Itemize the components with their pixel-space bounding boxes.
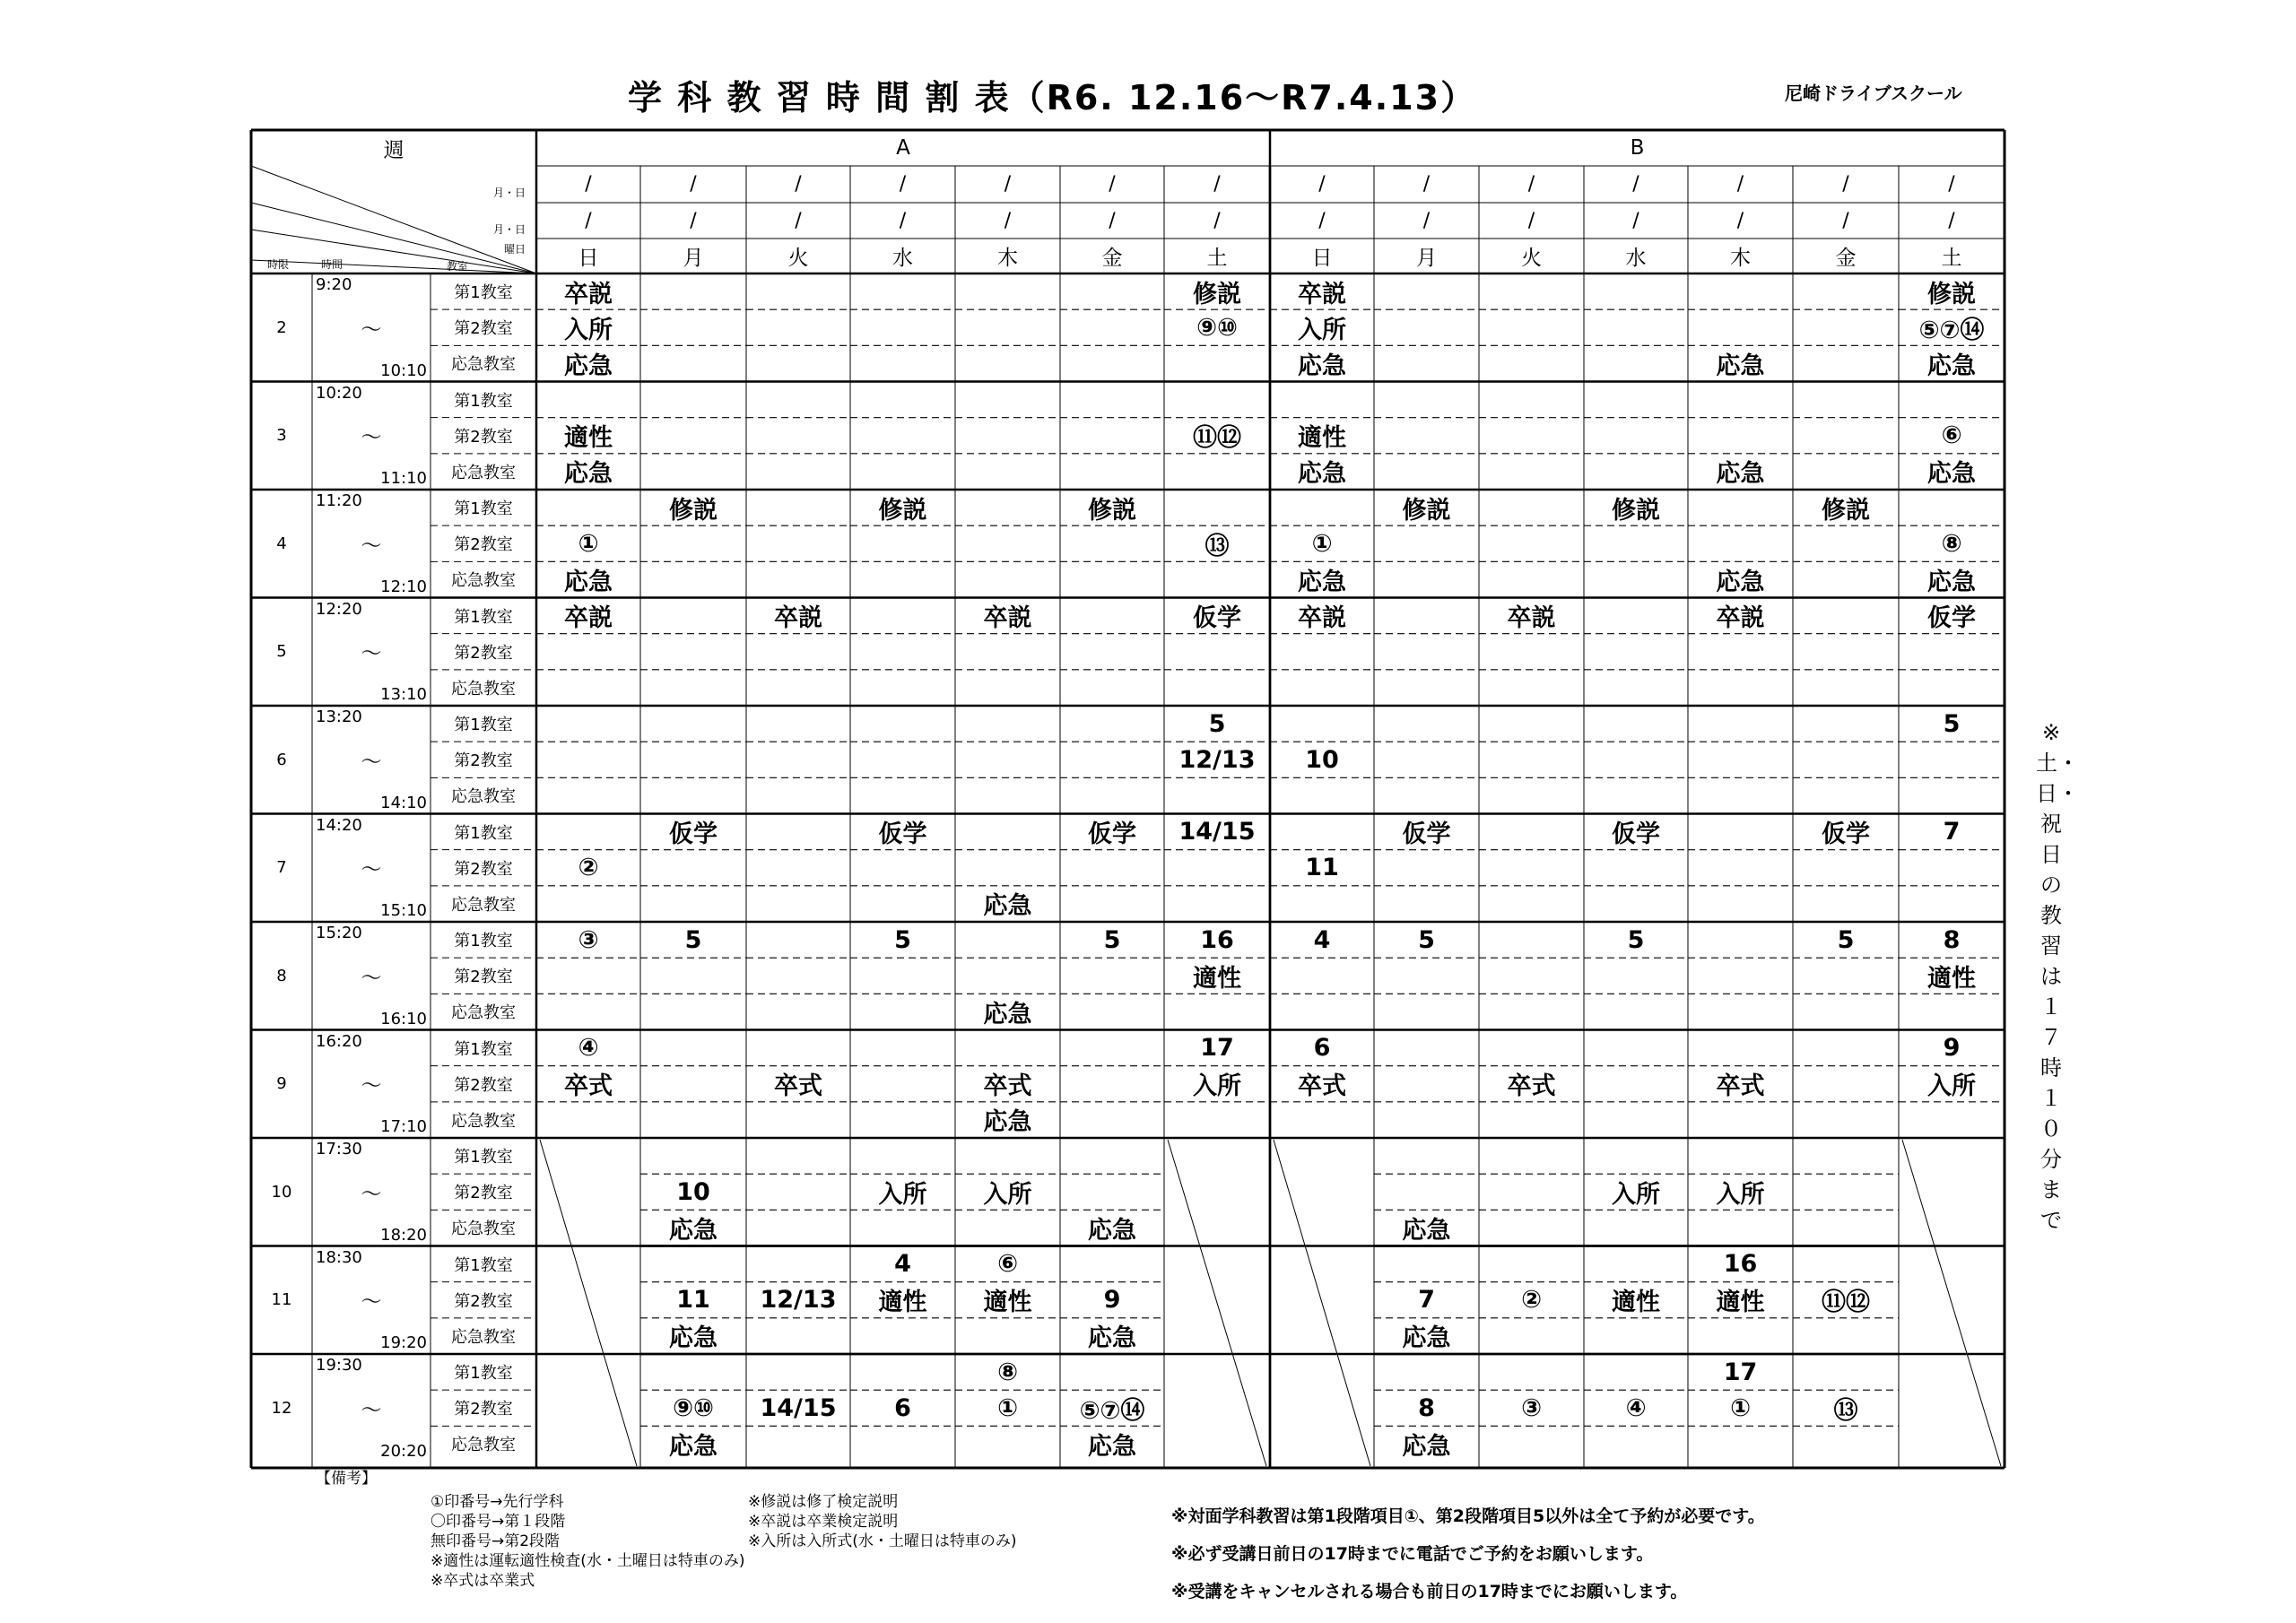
notes-label: 【備考】	[316, 1470, 377, 1488]
schedule-entry: 12/13	[1178, 745, 1256, 774]
weekday-cell: 日	[578, 247, 599, 270]
date-slash: /	[1948, 172, 1955, 195]
period-end-time: 11:10	[380, 469, 427, 488]
date-slash: /	[1736, 172, 1744, 195]
period-end-time: 18:20	[380, 1225, 427, 1245]
schedule-entry: 9	[1103, 1286, 1121, 1315]
schedule-entry: 14/15	[760, 1393, 837, 1422]
schedule-entry: 仮学	[1612, 820, 1660, 849]
schedule-entry: 卒説	[564, 280, 613, 308]
schedule-entry: ⑧	[1941, 529, 1962, 558]
period-tilde: ～	[361, 1398, 382, 1422]
schedule-entry: 入所	[1612, 1180, 1660, 1209]
period-end-time: 15:10	[380, 901, 427, 920]
room-name: 第1教室	[454, 499, 513, 519]
footer-note-2: ※必ず受講日前日の17時までに電話でご予約をお願いします。	[1171, 1544, 1654, 1564]
weekday-cell: 金	[1835, 247, 1857, 270]
note-line: ※修説は修了検定説明	[748, 1493, 899, 1511]
room-name: 第2教室	[454, 859, 513, 879]
period-end-time: 17:10	[380, 1117, 427, 1136]
period-number: 3	[276, 426, 287, 446]
schedule-entry: 修説	[1193, 280, 1241, 308]
date-slash: /	[1318, 172, 1326, 195]
week-header: 週	[383, 138, 404, 162]
date-slash: /	[1422, 172, 1431, 195]
closed-slot-diagonal	[1902, 1140, 2001, 1466]
date-slash: /	[1109, 209, 1116, 232]
schedule-entry: 応急	[1298, 460, 1346, 489]
period-number: 4	[276, 534, 287, 553]
footer-note-1: ※対面学科教習は第1段階項目①、第2段階項目5以外は全て予約が必要です。	[1171, 1506, 1765, 1526]
schedule-entry: 5	[894, 925, 911, 954]
period-number: 7	[276, 858, 287, 878]
schedule-entry: 修説	[1822, 496, 1870, 525]
date-slash: /	[1213, 172, 1221, 195]
weekday-cell: 木	[1730, 247, 1751, 270]
schedule-entry: 卒式	[983, 1072, 1032, 1101]
room-name: 第1教室	[454, 716, 513, 735]
schedule-entry: 卒説	[1298, 280, 1346, 308]
schedule-entry: 卒式	[1298, 1072, 1346, 1101]
period-end-time: 14:10	[380, 793, 427, 812]
weekday-cell: 日	[1311, 247, 1333, 270]
room-name: 応急教室	[451, 1219, 516, 1239]
schedule-entry: ⑨⑩	[673, 1393, 714, 1422]
schedule-entry: 応急	[564, 568, 613, 596]
schedule-entry: 応急	[669, 1432, 718, 1461]
schedule-entry: ①	[1730, 1393, 1751, 1422]
schedule-entry: ①	[997, 1393, 1018, 1422]
schedule-entry: ③	[1521, 1393, 1542, 1422]
room-name: 第1教室	[454, 823, 513, 843]
weekday-cell: 水	[892, 247, 913, 270]
period-tilde: ～	[361, 317, 382, 342]
schedule-entry: 5	[684, 925, 702, 954]
period-tilde: ～	[361, 858, 382, 882]
date-slash: /	[1842, 209, 1849, 232]
schedule-entry: 卒式	[1507, 1072, 1556, 1101]
date-slash: /	[795, 209, 802, 232]
schedule-entry: ⑪⑫	[1822, 1289, 1870, 1317]
note-line: ①印番号→先行学科	[430, 1493, 564, 1511]
schedule-entry: 5	[1418, 925, 1435, 954]
schedule-entry: 6	[1313, 1034, 1331, 1063]
date-slash: /	[899, 172, 907, 195]
date-slash: /	[795, 172, 802, 195]
schedule-entry: ①	[578, 529, 599, 558]
schedule-entry: 修説	[1402, 496, 1451, 525]
room-name: 応急教室	[451, 1327, 516, 1347]
schedule-entry: 適性	[1193, 964, 1241, 993]
schedule-entry: 適性	[1612, 1289, 1660, 1317]
period-start-time: 16:20	[316, 1031, 362, 1051]
room-name: 第2教室	[454, 1184, 513, 1203]
group-a-header: A	[896, 136, 910, 160]
schedule-entry: 17	[1723, 1358, 1758, 1386]
date-slash: /	[1527, 209, 1535, 232]
room-name: 第1教室	[454, 391, 513, 411]
schedule-entry: 応急	[1402, 1432, 1451, 1461]
room-name: 応急教室	[451, 463, 516, 482]
date-slash: /	[585, 209, 592, 232]
note-line: ※卒式は卒業式	[430, 1572, 535, 1590]
period-tilde: ～	[361, 1290, 382, 1315]
schedule-entry: 応急	[1088, 1324, 1136, 1353]
room-name: 第1教室	[454, 283, 513, 303]
time-label: 時間	[320, 257, 343, 271]
schedule-entry: 応急	[1298, 568, 1346, 596]
period-start-time: 18:30	[316, 1247, 362, 1267]
weekday-cell: 月	[683, 247, 704, 270]
schedule-entry: ①	[1311, 529, 1333, 558]
room-name: 第1教室	[454, 607, 513, 627]
room-name: 応急教室	[451, 1111, 516, 1131]
room-name: 第2教室	[454, 1400, 513, 1419]
period-number: 6	[276, 750, 287, 769]
room-name: 応急教室	[451, 1003, 516, 1023]
period-number: 10	[271, 1182, 292, 1202]
weekday-cell: 土	[1206, 247, 1228, 270]
schedule-entry: 卒式	[564, 1072, 613, 1101]
period-start-time: 10:20	[316, 383, 362, 403]
schedule-entry: 応急	[1927, 460, 1976, 489]
date-slash: /	[1632, 172, 1639, 195]
schedule-entry: 8	[1418, 1393, 1435, 1422]
schedule-entry: 適性	[1298, 424, 1346, 453]
date-slash: /	[1948, 209, 1955, 232]
schedule-entry: 応急	[669, 1324, 718, 1353]
schedule-entry: 応急	[564, 352, 613, 380]
room-name: 応急教室	[451, 787, 516, 807]
schedule-entry: ②	[578, 854, 599, 882]
schedule-entry: 6	[894, 1393, 911, 1422]
schedule-entry: ⑪⑫	[1193, 424, 1241, 453]
schedule-entry: 入所	[1193, 1072, 1241, 1101]
period-number: 9	[276, 1074, 287, 1094]
note-line: 無印番号→第2段階	[430, 1532, 561, 1550]
notes-col-1	[430, 1492, 745, 1591]
schedule-entry: 仮学	[878, 820, 927, 849]
schedule-entry: ②	[1521, 1286, 1542, 1315]
room-name: 第2教室	[454, 319, 513, 339]
room-name: 第1教室	[454, 1039, 513, 1059]
schedule-entry: 卒式	[1716, 1072, 1765, 1101]
schedule-entry: 17	[1200, 1034, 1234, 1063]
period-start-time: 11:20	[316, 491, 362, 510]
period-end-time: 16:10	[380, 1009, 427, 1028]
room-name: 応急教室	[451, 1436, 516, 1455]
date-slash: /	[1736, 209, 1744, 232]
period-number: 11	[271, 1290, 292, 1310]
schedule-entry: 10	[676, 1177, 710, 1206]
room-name: 応急教室	[451, 895, 516, 915]
weekday-cell: 火	[787, 247, 809, 270]
page-title: 学 科 教 習 時 間 割 表（R6. 12.16～R7.4.13）	[628, 78, 1477, 117]
period-tilde: ～	[361, 966, 382, 990]
room-name: 第1教室	[454, 932, 513, 951]
weekday-cell: 金	[1101, 247, 1123, 270]
schedule-entry: ⑤⑦⑭	[1918, 316, 1985, 344]
schedule-entry: 卒説	[1507, 604, 1556, 633]
notes-col-2	[748, 1492, 1017, 1551]
schedule-entry: 応急	[1716, 568, 1765, 596]
period-start-time: 12:20	[316, 599, 362, 619]
date-slash: /	[690, 209, 697, 232]
weekday-cell: 木	[997, 247, 1018, 270]
schedule-entry: 修説	[1927, 280, 1976, 308]
date-slash: /	[1004, 209, 1012, 232]
date-slash: /	[1527, 172, 1535, 195]
room-name: 第2教室	[454, 427, 513, 447]
schedule-entry: 応急	[564, 460, 613, 489]
period-start-time: 9:20	[316, 275, 352, 294]
date-slash: /	[585, 172, 592, 195]
schedule-entry: 応急	[983, 1108, 1032, 1137]
period-tilde: ～	[361, 642, 382, 666]
closed-slot-diagonal	[540, 1140, 637, 1466]
weekday-cell: 火	[1521, 247, 1542, 270]
school-name: 尼崎ドライブスクール	[1785, 82, 1962, 104]
date-slash: /	[690, 172, 697, 195]
schedule-entry: 適性	[878, 1289, 927, 1317]
schedule-entry: 修説	[1612, 496, 1660, 525]
room-name: 第2教室	[454, 751, 513, 771]
schedule-entry: 応急	[1716, 352, 1765, 380]
footer-note-3: ※受講をキャンセルされる場合も前日の17時までにお願いします。	[1171, 1582, 1688, 1601]
weekday-cell: 土	[1941, 247, 1962, 270]
date-slash: /	[1318, 209, 1326, 232]
schedule-entry: 卒式	[774, 1072, 822, 1101]
schedule-entry: ⑧	[997, 1358, 1018, 1386]
schedule-entry: 仮学	[1402, 820, 1451, 849]
schedule-entry: 5	[1103, 925, 1121, 954]
schedule-entry: 応急	[983, 892, 1032, 921]
weekday-label: 曜日	[503, 243, 526, 256]
schedule-entry: 仮学	[1193, 604, 1241, 633]
period-start-time: 13:20	[316, 707, 362, 726]
room-name: 第2教室	[454, 1291, 513, 1311]
schedule-entry: 適性	[564, 424, 613, 453]
schedule-entry: 応急	[1402, 1324, 1451, 1353]
period-start-time: 14:20	[316, 815, 362, 835]
schedule-entry: 応急	[1088, 1216, 1136, 1245]
schedule-entry: 修説	[1088, 496, 1136, 525]
date-slash: /	[899, 209, 907, 232]
room-name: 応急教室	[451, 571, 516, 591]
period-label: 時限	[266, 257, 289, 271]
period-start-time: 17:30	[316, 1140, 362, 1159]
room-name: 第2教室	[454, 535, 513, 555]
schedule-entry: 卒説	[1298, 604, 1346, 633]
schedule-entry: 仮学	[669, 820, 718, 849]
note-line: ※入所は入所式(水・土曜日は特車のみ)	[748, 1532, 1017, 1550]
schedule-entry: 9	[1943, 1034, 1961, 1063]
schedule-entry: 11	[1305, 854, 1339, 882]
schedule-entry: 適性	[1927, 964, 1976, 993]
schedule-entry: 適性	[1716, 1289, 1765, 1317]
period-tilde: ～	[361, 1074, 382, 1098]
date-slash: /	[1842, 172, 1849, 195]
closed-slot-diagonal	[1274, 1140, 1370, 1466]
room-name: 第1教室	[454, 1148, 513, 1167]
note-line: ※適性は運転適性検査(水・土曜日は特車のみ)	[430, 1552, 745, 1570]
side-note: ※土・日・祝日の教習は１７時１０分まで	[2036, 720, 2079, 1233]
schedule-entry: 修説	[669, 496, 718, 525]
date-slash: /	[1109, 172, 1116, 195]
schedule-entry: 16	[1723, 1250, 1758, 1279]
schedule-entry: 7	[1418, 1286, 1435, 1315]
schedule-entry: 卒説	[564, 604, 613, 633]
schedule-entry: 応急	[1927, 568, 1976, 596]
period-tilde: ～	[361, 534, 382, 558]
schedule-entry: 16	[1200, 925, 1234, 954]
schedule-entry: 応急	[983, 1000, 1032, 1028]
monthday-label: 月・日	[492, 223, 526, 236]
group-b-header: B	[1630, 136, 1645, 160]
room-name: 第2教室	[454, 968, 513, 987]
schedule-entry: ⑬	[1833, 1396, 1858, 1425]
period-end-time: 10:10	[380, 360, 427, 380]
period-number: 2	[276, 317, 287, 337]
date-slash: /	[1422, 209, 1431, 232]
room-name: 第2教室	[454, 643, 513, 663]
schedule-entry: 応急	[669, 1216, 718, 1245]
schedule-entry: 14/15	[1178, 818, 1256, 846]
schedule-entry: 入所	[564, 316, 613, 344]
period-start-time: 19:30	[316, 1356, 362, 1375]
schedule-entry: 仮学	[1088, 820, 1136, 849]
room-name: 第1教室	[454, 1364, 513, 1384]
schedule-entry: 12/13	[760, 1286, 837, 1315]
schedule-entry: 入所	[983, 1180, 1032, 1209]
schedule-entry: 入所	[1298, 316, 1346, 344]
note-line: 〇印番号→第１段階	[430, 1513, 566, 1531]
closed-slot-diagonal	[1168, 1140, 1266, 1466]
schedule-entry: 卒説	[983, 604, 1032, 633]
schedule-entry: 10	[1305, 745, 1339, 774]
schedule-entry: 5	[1837, 925, 1855, 954]
date-slash: /	[1632, 209, 1639, 232]
schedule-entry: 入所	[1927, 1072, 1976, 1101]
period-tilde: ～	[361, 426, 382, 450]
schedule-entry: 応急	[1716, 460, 1765, 489]
schedule-entry: 7	[1943, 818, 1961, 846]
schedule-entry: ④	[1625, 1393, 1647, 1422]
schedule-entry: ⑤⑦⑭	[1079, 1396, 1145, 1425]
period-tilde: ～	[361, 1182, 382, 1206]
period-tilde: ～	[361, 750, 382, 774]
schedule-entry: 4	[894, 1250, 911, 1279]
note-line: ※卒説は卒業検定説明	[748, 1513, 899, 1531]
weekday-cell: 月	[1416, 247, 1437, 270]
room-label: 教室	[446, 259, 468, 273]
room-name: 第1教室	[454, 1255, 513, 1275]
room-name: 第2教室	[454, 1075, 513, 1095]
period-end-time: 13:10	[380, 685, 427, 704]
schedule-entry: 適性	[983, 1289, 1032, 1317]
schedule-entry: ⑬	[1205, 532, 1230, 560]
schedule-entry: ③	[578, 925, 599, 954]
schedule-entry: 仮学	[1822, 820, 1870, 849]
schedule-entry: 応急	[1927, 352, 1976, 380]
period-end-time: 19:20	[380, 1333, 427, 1352]
period-number: 5	[276, 642, 287, 662]
schedule-entry: 8	[1943, 925, 1961, 954]
schedule-entry: 5	[1627, 925, 1645, 954]
schedule-entry: 入所	[1716, 1180, 1765, 1209]
period-end-time: 12:10	[380, 577, 427, 596]
schedule-entry: 応急	[1402, 1216, 1451, 1245]
schedule-entry: 応急	[1088, 1432, 1136, 1461]
date-slash: /	[1004, 172, 1012, 195]
schedule-entry: 11	[676, 1286, 710, 1315]
schedule-entry: ④	[578, 1034, 599, 1063]
room-name: 応急教室	[451, 679, 516, 699]
period-end-time: 20:20	[380, 1441, 427, 1461]
schedule-entry: 卒説	[1716, 604, 1765, 633]
schedule-entry: 5	[1943, 709, 1961, 738]
schedule-entry: ⑥	[997, 1250, 1018, 1279]
schedule-entry: ⑥	[1941, 421, 1962, 450]
room-name: 応急教室	[451, 355, 516, 375]
schedule-entry: 5	[1208, 709, 1226, 738]
schedule-entry: 入所	[878, 1180, 927, 1209]
monthday-label: 月・日	[492, 187, 526, 199]
schedule-entry: 修説	[878, 496, 927, 525]
period-number: 8	[276, 966, 287, 985]
schedule-entry: 卒説	[774, 604, 822, 633]
period-number: 12	[271, 1398, 292, 1418]
schedule-entry: ⑨⑩	[1196, 313, 1238, 342]
date-slash: /	[1213, 209, 1221, 232]
weekday-cell: 水	[1625, 247, 1647, 270]
period-start-time: 15:20	[316, 924, 362, 942]
schedule-entry: 応急	[1298, 352, 1346, 380]
schedule-entry: 4	[1313, 925, 1331, 954]
schedule-entry: 仮学	[1927, 604, 1976, 633]
